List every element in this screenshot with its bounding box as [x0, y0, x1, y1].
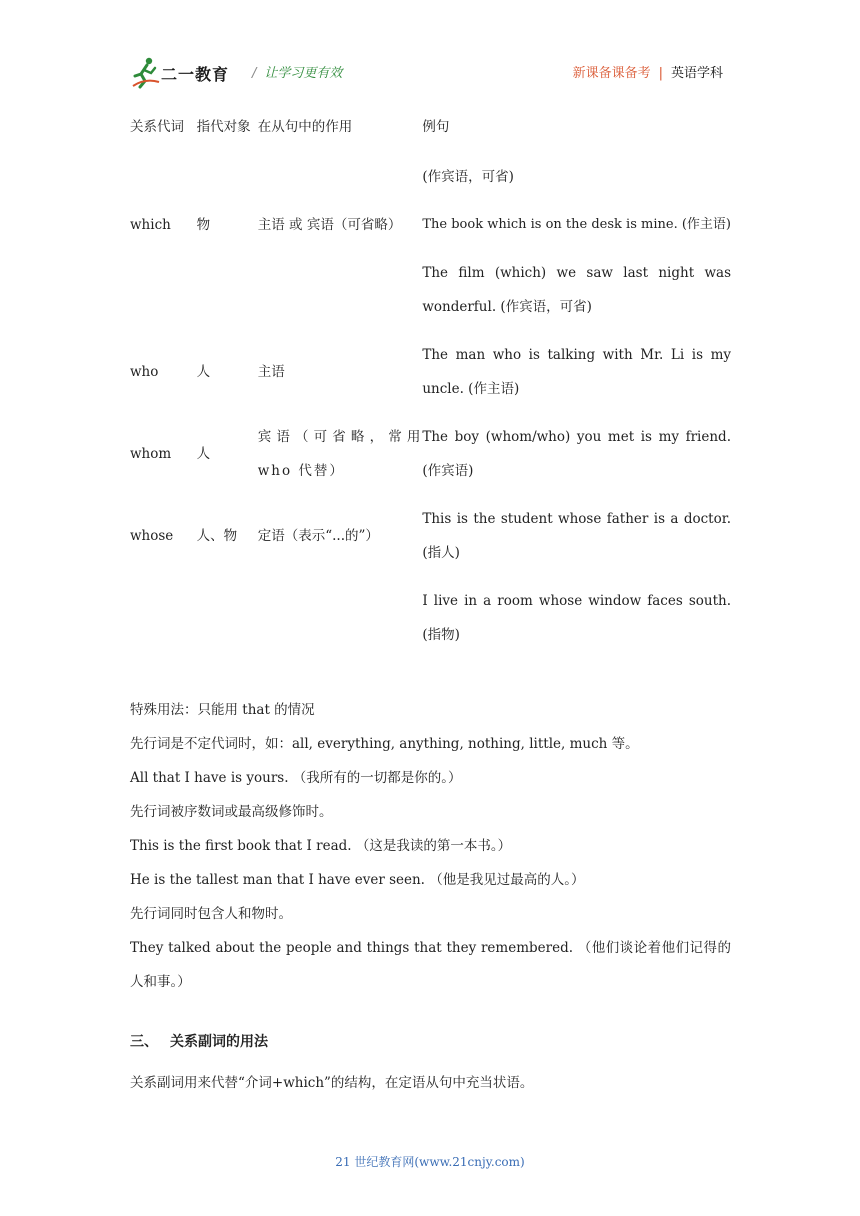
slogan-text: 让学习更有效 [264, 66, 343, 81]
page-header [0, 0, 860, 100]
cell-example: The boy (whom/who) you met is my friend. (作宾语) [422, 429, 731, 479]
header-right [573, 62, 723, 81]
cell-pronoun: whom [130, 446, 172, 462]
cell-referent [197, 160, 258, 194]
special-usage-notes [130, 693, 731, 999]
table-row [130, 160, 731, 194]
cell-pronoun [130, 160, 197, 194]
cell-example: This is the student whose father is a doctor. (指人) [422, 511, 731, 561]
header-course-title: 新课备课备考 [572, 66, 651, 81]
note-line: 先行词被序数词或最高级修饰时。 [130, 804, 333, 820]
note-line: 先行词是不定代词时，如：all, everything, anything, nothing, little, much 等。 [130, 736, 639, 752]
cell-example: (作宾语，可省) [422, 169, 514, 185]
cell-function [258, 256, 423, 324]
relative-pronoun-table [130, 110, 731, 652]
section-title-text: 关系副词的用法 [170, 1034, 268, 1050]
cell-pronoun: whose [130, 528, 174, 544]
header-separator: | [658, 66, 663, 81]
page-footer: 21 世纪教育网(www.21cnjy.com) [335, 1155, 525, 1169]
cell-pronoun [130, 256, 197, 324]
cell-function: 定语（表示“...的”） [257, 528, 379, 544]
cell-referent: 人、物 [196, 528, 238, 544]
header-subject: 英语学科 [670, 66, 723, 81]
note-line: He is the tallest man that I have ever seen. （他是我见过最高的人。） [130, 872, 585, 888]
note-line: They talked about the people and things that they remembered. （他们谈论着他们记得的人和事。） [130, 940, 731, 990]
runner-logo-icon [131, 56, 161, 90]
slogan [252, 62, 342, 81]
cell-referent [197, 584, 258, 652]
cell-function: 宾语（可省略，常用 who 代替） [257, 429, 423, 479]
cell-example: The man who is talking with Mr. Li is my uncle. (作主语) [422, 347, 731, 397]
section-heading [130, 1031, 268, 1051]
note-line: All that I have is yours. （我所有的一切都是你的。） [130, 770, 462, 786]
table-row [130, 502, 731, 570]
cell-function: 主语 [257, 364, 285, 380]
cell-function [258, 160, 423, 194]
logo-text: 二一教育 [161, 65, 230, 84]
cell-pronoun [130, 584, 197, 652]
cell-example: I live in a room whose window faces south. (指物) [422, 593, 731, 643]
section-number: 三、 [130, 1034, 158, 1050]
note-line: This is the first book that I read. （这是我读的第一本书。） [130, 838, 512, 854]
table-row [130, 338, 731, 406]
table-row [130, 420, 731, 488]
cell-referent: 物 [196, 217, 211, 233]
table-header-row [130, 110, 731, 144]
cell-example: The film (which) we saw last night was wonderful. (作宾语，可省) [422, 265, 731, 315]
cell-example: The book which is on the desk is mine. (作主语) [422, 217, 731, 232]
header-cell-pronoun: 关系代词 [130, 119, 184, 135]
table-row [130, 584, 731, 652]
note-line: 先行词同时包含人和物时。 [130, 906, 292, 922]
cell-pronoun: who [130, 364, 159, 380]
slogan-slash: / [252, 66, 257, 81]
cell-referent: 人 [196, 446, 211, 462]
section-body: 关系副词用来代替“介词+which”的结构，在定语从句中充当状语。 [130, 1075, 534, 1091]
cell-function: 主语 或 宾语（可省略） [257, 217, 402, 233]
relative-pronoun-table-area [130, 110, 731, 652]
header-cell-referent: 指代对象 [196, 119, 251, 135]
header-cell-example: 例句 [422, 119, 450, 135]
cell-referent [197, 256, 258, 324]
cell-pronoun: which [130, 217, 171, 233]
note-line: 特殊用法：只能用 that 的情况 [130, 702, 315, 718]
cell-function [258, 584, 423, 652]
cell-referent: 人 [196, 364, 211, 380]
header-cell-function: 在从句中的作用 [257, 119, 353, 135]
table-row [130, 256, 731, 324]
brand-logo [131, 56, 243, 90]
table-row [130, 208, 731, 242]
